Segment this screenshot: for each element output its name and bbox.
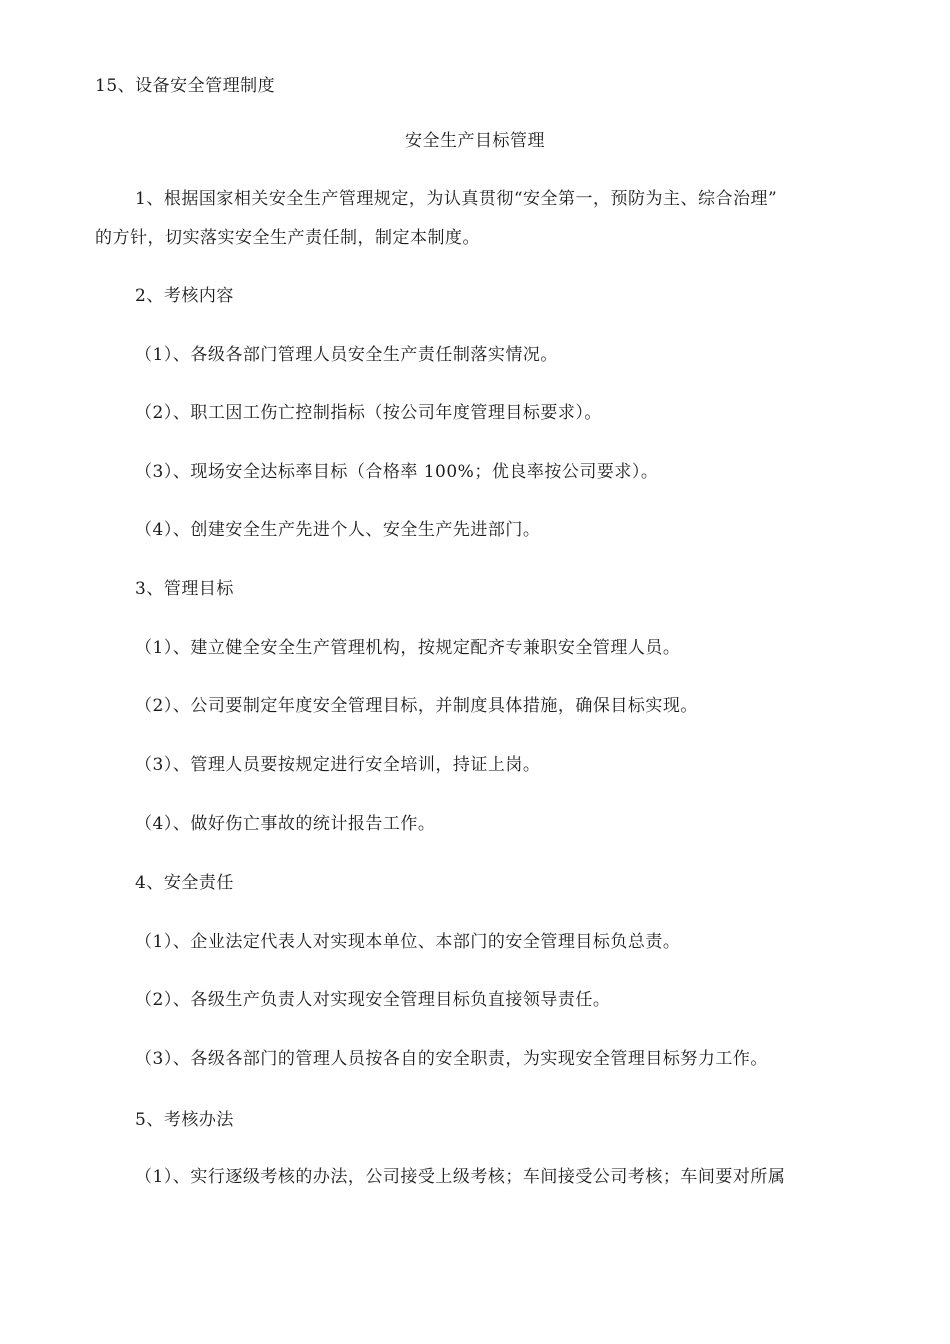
intro-paragraph-line-1: 1、根据国家相关安全生产管理规定，为认真贯彻“安全第一，预防为主、综合治理”	[135, 189, 778, 209]
section-5-heading: 5、考核办法	[135, 1110, 234, 1130]
section-2-item: （2）、职工因工伤亡控制指标（按公司年度管理目标要求）。	[135, 403, 602, 423]
section-5-item: （1）、实行逐级考核的办法，公司接受上级考核；车间接受公司考核；车间要对所属	[135, 1167, 786, 1187]
section-3-item: （2）、公司要制定年度安全管理目标，并制度具体措施，确保目标实现。	[135, 696, 698, 716]
section-3-item: （1）、建立健全安全生产管理机构，按规定配齐专兼职安全管理人员。	[135, 638, 681, 658]
section-4-item: （2）、各级生产负责人对实现安全管理目标负直接领导责任。	[135, 990, 611, 1010]
section-2-item: （1）、各级各部门管理人员安全生产责任制落实情况。	[135, 345, 558, 365]
document-title: 安全生产目标管理	[405, 131, 545, 151]
section-4-item: （3）、各级各部门的管理人员按各自的安全职责，为实现安全管理目标努力工作。	[135, 1049, 768, 1069]
section-2-item: （4）、创建安全生产先进个人、安全生产先进部门。	[135, 520, 541, 540]
section-4-heading: 4、安全责任	[135, 873, 234, 893]
intro-paragraph-line-2: 的方针，切实落实安全生产责任制，制定本制度。	[95, 228, 480, 248]
section-heading: 15、设备安全管理制度	[95, 76, 276, 96]
section-4-item: （1）、企业法定代表人对实现本单位、本部门的安全管理目标负总责。	[135, 932, 681, 952]
section-2-heading: 2、考核内容	[135, 286, 234, 306]
section-2-item: （3）、现场安全达标率目标（合格率 100%；优良率按公司要求）。	[135, 462, 659, 482]
section-3-item: （4）、做好伤亡事故的统计报告工作。	[135, 814, 436, 834]
section-3-heading: 3、管理目标	[135, 579, 234, 599]
section-3-item: （3）、管理人员要按规定进行安全培训，持证上岗。	[135, 755, 541, 775]
